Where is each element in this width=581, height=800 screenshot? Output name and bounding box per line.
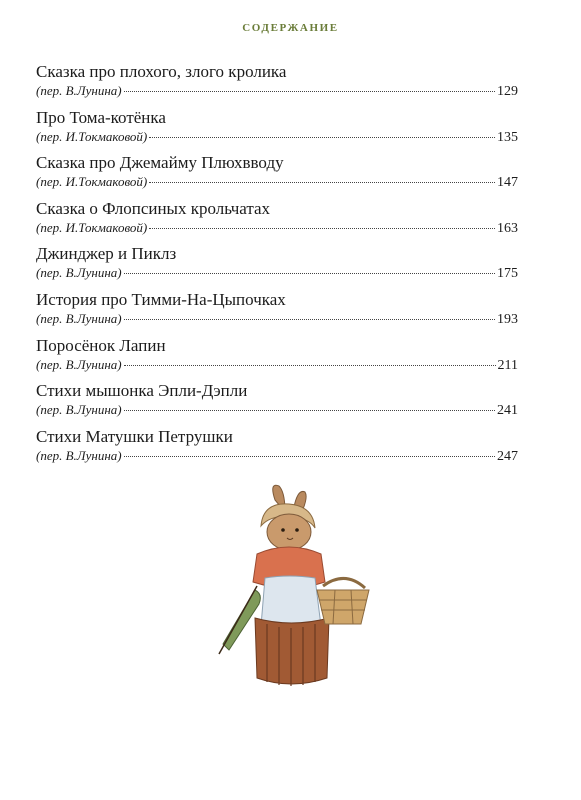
entry-page-number: 211 (497, 357, 518, 373)
page-title: СОДЕРЖАНИЕ (242, 22, 339, 34)
entry-translator: (пер. И.Токмаковой) (36, 174, 148, 190)
dot-leader (124, 409, 495, 411)
entry-line (36, 173, 518, 192)
entry-title: Поросёнок Лапин (36, 335, 166, 355)
dot-leader (149, 227, 495, 229)
entry-line (36, 219, 518, 238)
table-of-contents (36, 62, 518, 472)
entry-title: Сказка о Флопсиных крольчатах (36, 198, 271, 218)
dot-leader (124, 318, 495, 320)
entry-page-number: 175 (497, 266, 518, 282)
toc-entry[interactable] (36, 336, 518, 382)
dot-leader (124, 90, 495, 92)
toc-entry[interactable] (36, 199, 518, 245)
entry-line (36, 310, 518, 329)
toc-entry[interactable] (36, 381, 518, 427)
entry-line (36, 401, 518, 420)
entry-title: Стихи мышонка Эпли-Дэпли (36, 381, 248, 401)
dot-leader (149, 181, 495, 183)
entry-page-number: 135 (497, 129, 518, 145)
entry-line (36, 264, 518, 283)
entry-title: Стихи Матушки Петрушки (36, 426, 233, 446)
toc-entry[interactable] (36, 108, 518, 154)
entry-translator: (пер. И.Токмаковой) (36, 219, 148, 235)
entry-line (36, 356, 518, 375)
entry-page-number: 147 (497, 175, 518, 191)
entry-page-number: 247 (497, 448, 518, 464)
toc-entry[interactable] (36, 153, 518, 199)
entry-page-number: 241 (497, 403, 518, 419)
entry-translator: (пер. В.Лунина) (36, 447, 122, 463)
entry-line (36, 82, 518, 101)
entry-page-number: 193 (497, 311, 518, 327)
entry-translator: (пер. В.Лунина) (36, 310, 122, 326)
dot-leader (124, 455, 495, 457)
entry-title: Сказка про плохого, злого кролика (36, 62, 287, 81)
rabbit-with-basket-illustration (205, 478, 375, 690)
entry-title: Сказка про Джемайму Плюхвводу (36, 153, 284, 173)
entry-title: Джинджер и Пиклз (36, 244, 177, 264)
toc-entry[interactable] (36, 427, 518, 473)
entry-title: Про Тома-котёнка (36, 107, 166, 127)
entry-title: История про Тимми-На-Цыпочках (36, 289, 286, 309)
dot-leader (124, 272, 495, 274)
entry-translator: (пер. И.Токмаковой) (36, 128, 148, 144)
entry-translator: (пер. В.Лунина) (36, 265, 122, 281)
entry-page-number: 129 (497, 84, 518, 99)
entry-translator: (пер. В.Лунина) (36, 402, 122, 418)
dot-leader (124, 364, 496, 366)
toc-entry[interactable] (36, 62, 518, 108)
entry-line (36, 447, 518, 466)
entry-line (36, 128, 518, 147)
toc-entry[interactable] (36, 290, 518, 336)
dot-leader (149, 136, 495, 138)
entry-translator: (пер. В.Лунина) (36, 83, 122, 98)
toc-entry[interactable] (36, 244, 518, 290)
entry-page-number: 163 (497, 220, 518, 236)
entry-translator: (пер. В.Лунина) (36, 356, 122, 372)
